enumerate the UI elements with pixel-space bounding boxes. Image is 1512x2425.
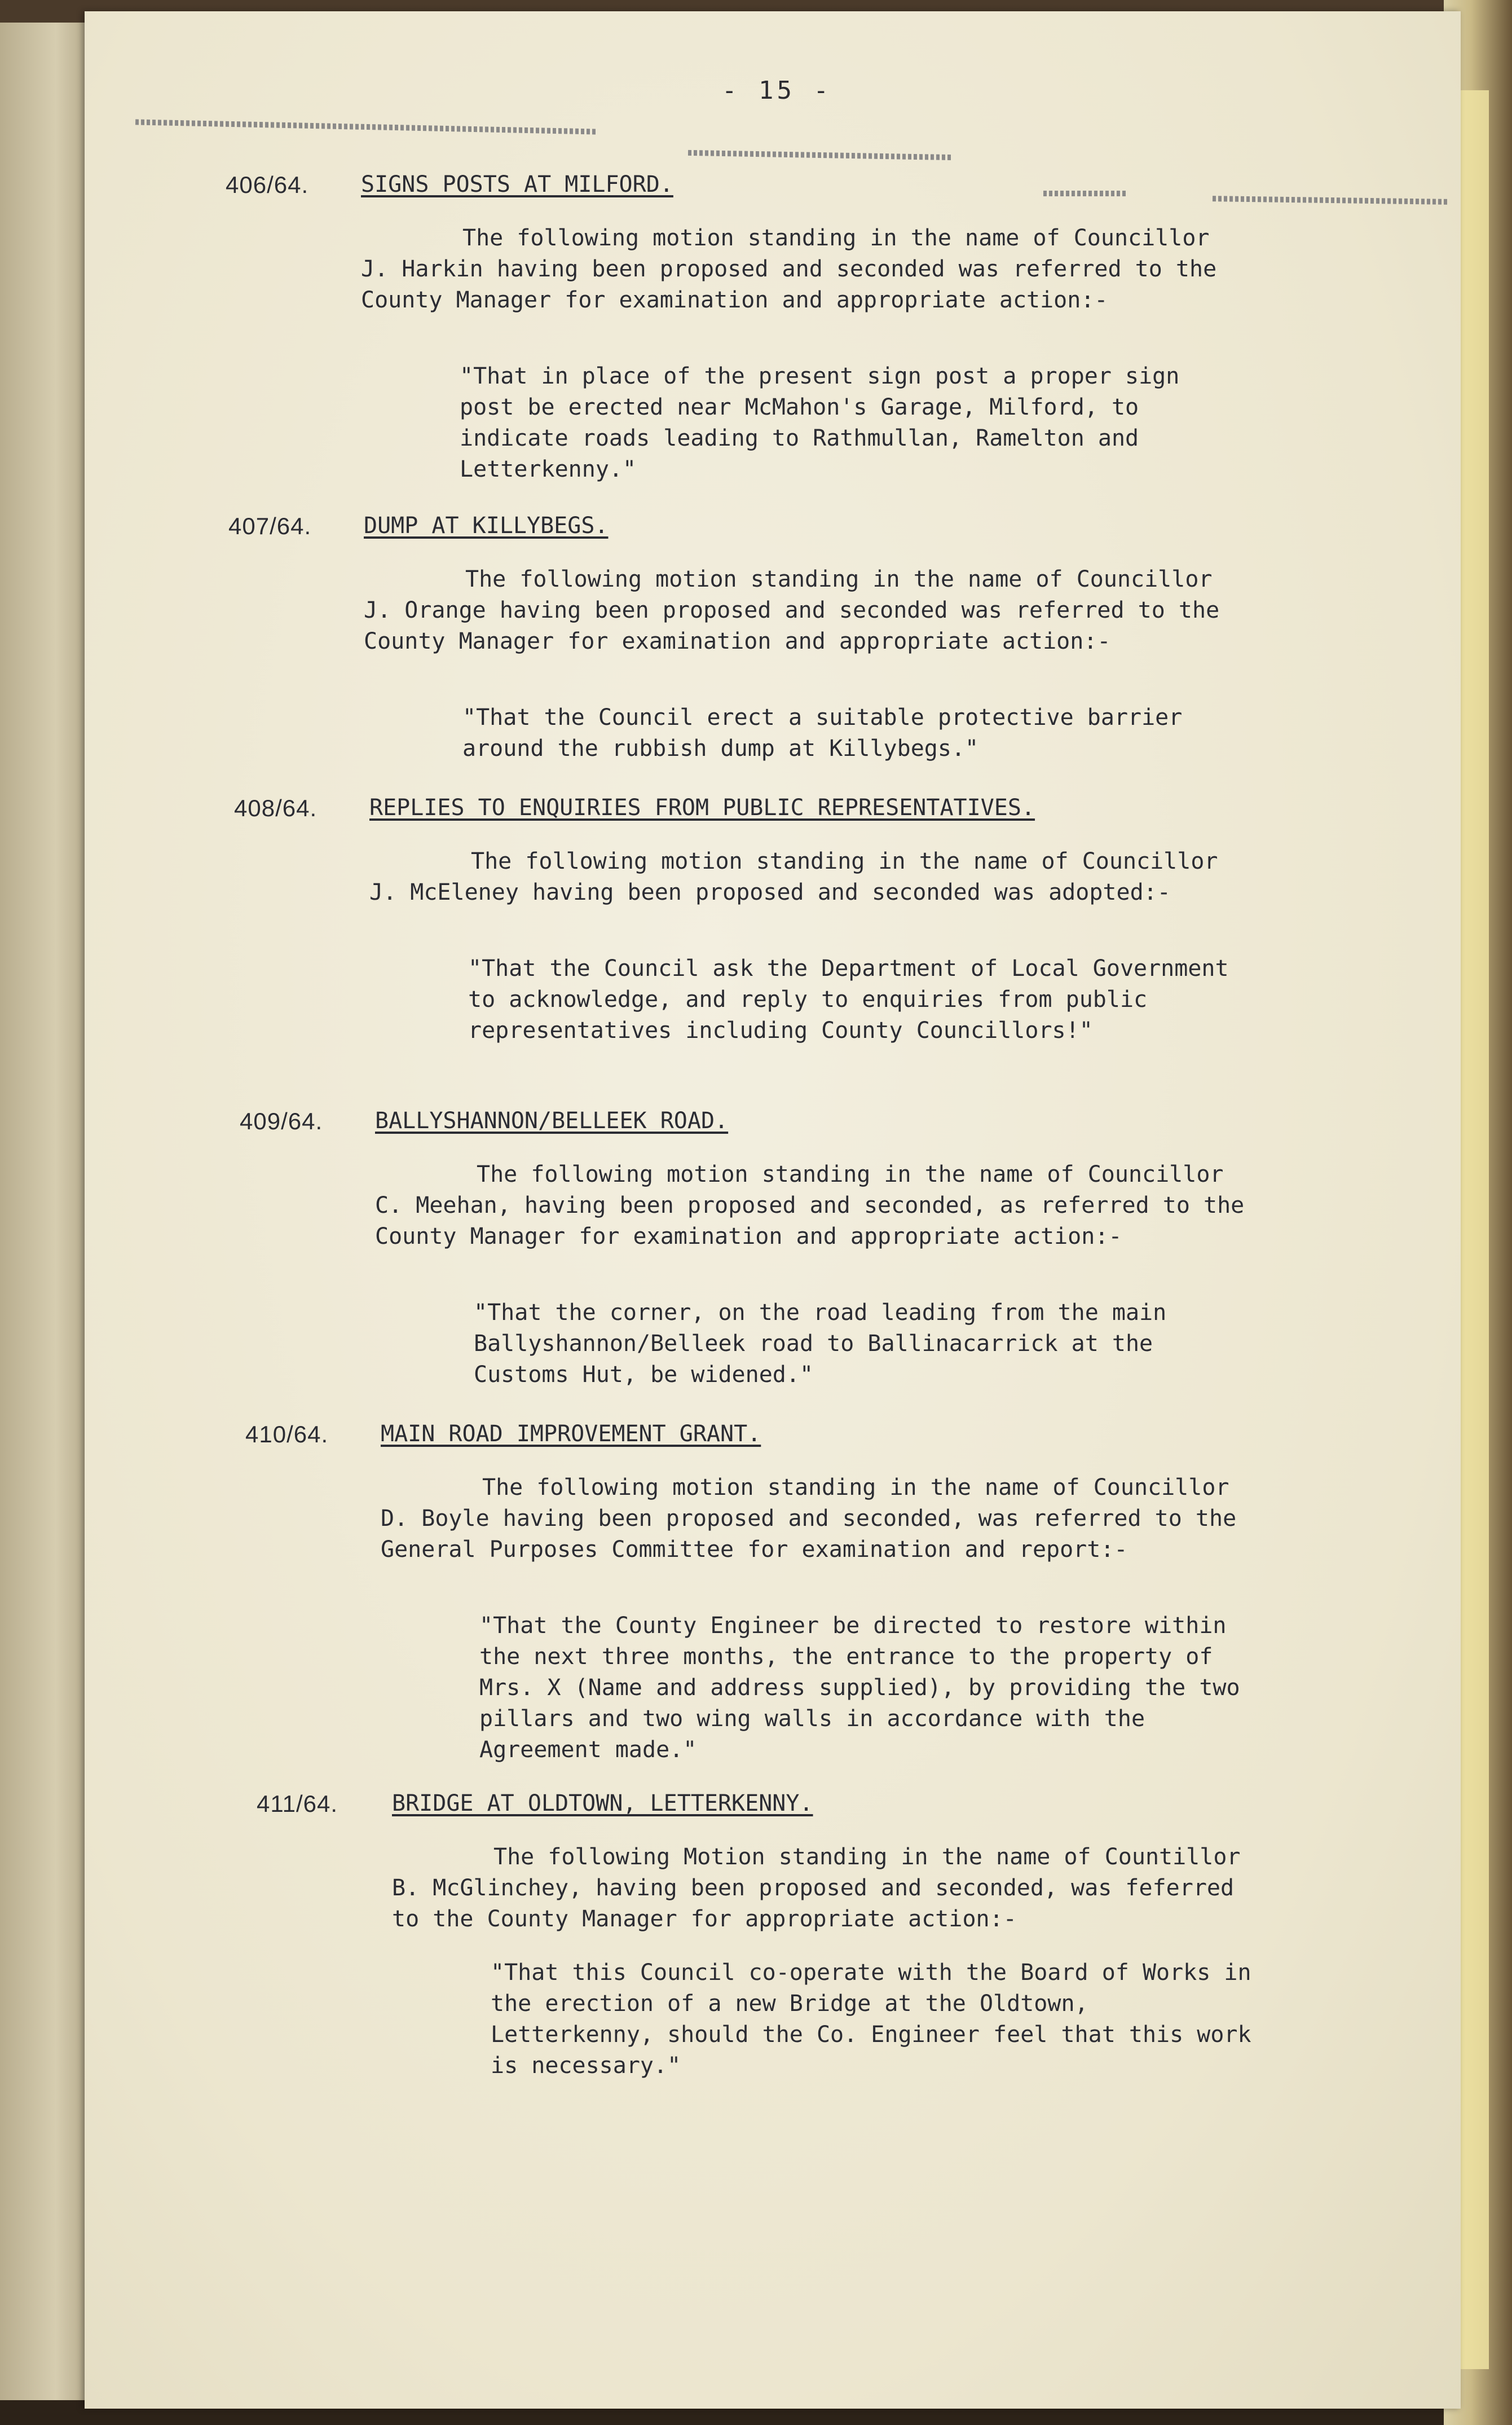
item-body: The following motion standing in the name of Councillor J. Orange having been proposed and seconded was referred to the County Manager for examination and appropriate action:- <box>364 566 1220 654</box>
item-number: 409/64. <box>240 1108 323 1134</box>
minute-item <box>226 169 1297 508</box>
item-body: The following motion standing in the name of Councillor J. McEleney having been proposed and seconded was adopted:- <box>369 848 1218 905</box>
minute-item <box>234 793 1306 1086</box>
item-number: 406/64. <box>226 171 309 198</box>
document-page <box>85 11 1461 2409</box>
item-body: The following motion standing in the name of Councillor J. Harkin having been proposed and seconded was referred to the County Manager for examination and appropriate action:- <box>361 225 1217 313</box>
item-body: The following motion standing in the name of Councillor C. Meehan, having been proposed and seconded, as referred to the County Manager for examination and appropriate action:- <box>375 1161 1245 1249</box>
minute-item <box>240 1106 1311 1399</box>
item-quote: "That this Council co-operate with the Board of Works in the erection of a new Bridge at the Oldtown, Letterkenny, should the Co. Engineer feel that this work is necessary." <box>491 1960 1251 2079</box>
item-number: 411/64. <box>257 1790 338 1817</box>
item-body: The following motion standing in the name of Councillor D. Boyle having been proposed and seconded, was referred to the General Purposes Committee for examination and report:- <box>381 1475 1237 1563</box>
item-title: BALLYSHANNON/BELLEEK ROAD. <box>375 1108 729 1134</box>
ink-smudge <box>688 150 953 160</box>
item-title: SIGNS POSTS AT MILFORD. <box>361 171 673 197</box>
minute-item <box>228 510 1300 781</box>
item-title: BRIDGE AT OLDTOWN, LETTERKENNY. <box>392 1790 813 1816</box>
page-number: - 15 - <box>722 76 832 105</box>
item-quote: "That the County Engineer be directed to restore within the next three months, the entrance to the property of Mrs. X (Name and address supplied), by providing the two pillars and two wing walls in accordance with the Agreement made." <box>479 1613 1240 1763</box>
item-quote: "That the Council erect a suitable protective barrier around the rubbish dump at Killybegs." <box>462 705 1183 762</box>
item-quote: "That the Council ask the Department of Local Government to acknowledge, and reply to enquiries from public representatives including County Councillors!" <box>468 956 1229 1044</box>
minute-item <box>257 1788 1328 2115</box>
item-number: 408/64. <box>234 795 318 821</box>
ink-smudge <box>135 119 598 134</box>
item-number: 407/64. <box>228 513 312 539</box>
item-title: MAIN ROAD IMPROVEMENT GRANT. <box>381 1421 761 1447</box>
item-number: 410/64. <box>245 1421 329 1447</box>
item-quote: "That the corner, on the road leading from the main Ballyshannon/Belleek road to Ballinacarrick at the Customs Hut, be widened." <box>474 1300 1167 1388</box>
item-title: DUMP AT KILLYBEGS. <box>364 513 609 539</box>
minute-item <box>245 1419 1317 1768</box>
item-body: The following Motion standing in the name of Countillor B. McGlinchey, having been proposed and seconded, was feferred to the County Manager for appropriate action:- <box>392 1844 1241 1932</box>
item-quote: "That in place of the present sign post a proper sign post be erected near McMahon's Garage, Milford, to indicate roads leading to Rathmullan, Ramelton and Letterkenny." <box>460 363 1180 482</box>
item-title: REPLIES TO ENQUIRIES FROM PUBLIC REPRESENTATIVES. <box>369 795 1035 821</box>
